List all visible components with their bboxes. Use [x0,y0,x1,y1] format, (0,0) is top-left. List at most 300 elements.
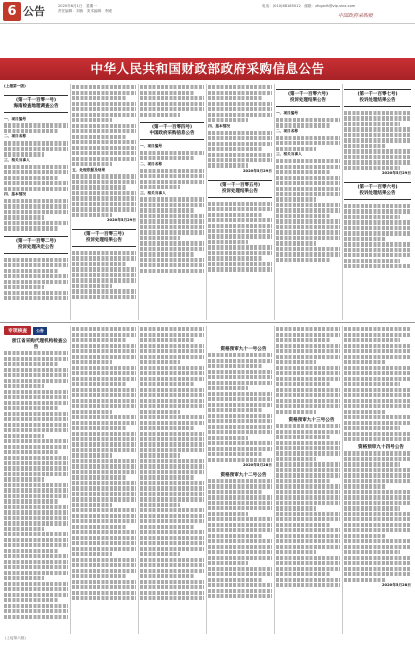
text-line [72,574,126,578]
text-line [140,470,204,474]
notice-title: 投诉处理决定公告 [18,244,54,250]
text-line [344,437,411,441]
text-line [4,373,68,377]
text-line [140,338,194,342]
text-line [276,495,340,499]
text-line [140,258,204,262]
text-line [208,256,262,260]
text-line [344,517,411,521]
text-line [4,351,68,355]
text-line [4,141,68,145]
text-line [344,523,411,527]
text-line [72,191,136,195]
text-line [4,269,58,273]
text-line [344,556,411,560]
text-line [72,497,136,501]
text-line [4,280,68,284]
text-line [344,111,411,115]
text-line [208,495,272,499]
text-line [4,181,68,185]
text-line [72,514,136,518]
text-line [344,377,411,381]
text-line [140,360,180,364]
notice-tag-row [4,326,68,335]
text-line [344,410,386,414]
text-line [276,393,340,397]
text-line [276,344,340,348]
text-line [208,85,272,89]
notice-date: 2020年5月29日 [242,168,272,173]
column-rule [342,84,343,320]
bottom-column-1 [4,326,68,634]
text-line [140,91,194,95]
para-label: 一、项目编号 [276,111,299,115]
text-line [140,453,180,457]
text-line [344,155,411,159]
text-line [344,382,400,386]
text-line [4,368,68,372]
text-line [276,360,316,364]
text-line [140,437,204,441]
text-line [140,580,204,584]
text-line [344,534,386,538]
text-line [276,219,340,223]
text-line [72,355,136,359]
text-line [4,516,68,520]
page-number: 6 [3,2,21,21]
top-column-4 [208,84,272,320]
text-line [208,267,272,271]
text-line [4,357,68,361]
text-line [140,596,204,600]
text-line [276,490,340,494]
text-line [4,401,68,405]
notice-date: 2020年5月28日 [242,462,272,467]
text-line [344,399,411,403]
text-line [276,123,330,127]
text-line [72,91,136,95]
text-line [344,550,400,554]
text-line [344,138,411,142]
top-column-3 [140,84,204,320]
text-line [4,123,68,127]
text-line [4,456,68,460]
text-line [276,583,340,587]
text-line [344,116,411,120]
text-line [4,165,68,169]
text-line [344,204,411,208]
text-line [208,353,272,357]
text-line [140,519,204,523]
text-line [4,199,68,203]
text-line [276,512,340,516]
text-line [72,475,126,479]
notice-number: (第一千一百零二号) [15,238,57,244]
text-line [4,494,68,498]
notice-date: 2020年5月29日 [381,171,411,176]
text-line [72,262,126,266]
text-line [344,360,386,364]
text-line [344,539,411,543]
notice-number: (第一千一百零五号) [219,182,261,188]
text-line [344,237,386,241]
text-line [72,421,136,425]
text-line [140,169,204,173]
text-line [72,492,136,496]
text-line [140,185,180,189]
text-line [140,432,204,436]
text-line [208,224,272,228]
text-line [72,558,136,562]
text-line [208,142,272,146]
notice-header [72,229,136,247]
para-label: 五、处理依据及结果 [72,167,106,172]
text-line [140,96,204,100]
text-line [208,218,272,222]
text-line [208,490,262,494]
text-line [208,561,248,565]
text-line [72,135,126,139]
text-line [140,442,204,446]
text-line [72,273,136,277]
text-line [72,459,136,463]
text-line [4,362,58,366]
notice-header [208,180,272,198]
text-line [208,359,272,363]
text-line [344,253,411,257]
text-line [72,180,136,184]
text-line [72,481,136,485]
text-line [140,151,204,155]
text-line [344,133,411,137]
text-line [276,567,340,571]
para-label: 三、相关当事人 [276,152,302,157]
text-line [4,296,68,300]
text-line [4,258,68,262]
text-line [208,567,272,571]
text-line [140,263,204,267]
text-line [72,102,136,106]
text-line [72,267,136,271]
text-line [276,258,330,262]
text-line [276,550,316,554]
text-line [72,185,126,189]
text-line [208,556,272,560]
text-line [4,291,68,295]
text-line [344,215,400,219]
text-line [208,501,272,505]
text-line [276,484,340,488]
text-line [208,386,248,390]
text-line [4,499,58,503]
top-column-6 [344,84,411,320]
column-rule [138,326,139,634]
text-line [276,556,340,560]
text-line [276,236,340,240]
para-label: 二、项目名称 [4,134,27,139]
text-line [140,393,204,397]
text-line [208,113,272,117]
text-line [72,388,136,392]
text-line [140,410,180,414]
text-line [72,360,112,364]
text-line [276,371,340,375]
text-line [72,399,136,403]
notice-number: (第一千一百零六号) [287,92,329,97]
text-line [276,404,340,408]
text-line [140,388,204,392]
text-line [72,503,112,507]
text-line [72,525,126,529]
text-line [140,536,204,540]
text-line [344,371,411,375]
text-line [72,536,136,540]
text-line [140,85,204,89]
text-line [72,344,136,348]
notice-header [344,182,411,200]
text-line [4,379,68,383]
text-line [4,423,68,427]
text-line [344,242,411,246]
text-line [72,415,136,419]
text-line [344,366,411,370]
text-line [4,461,68,465]
text-line [140,475,194,479]
text-line [208,202,272,206]
masthead-meta [58,4,168,14]
text-line [140,230,204,234]
bottom-headline: 浙江省采购代理机构检查公告 [11,339,68,350]
text-line [4,598,58,602]
text-line [276,225,340,229]
text-line [276,214,330,218]
text-line [4,532,68,536]
text-line [276,441,340,445]
para-label: 一、项目编号 [140,143,163,148]
text-line [344,473,411,477]
text-line [208,207,272,211]
text-line [208,594,272,598]
para-label: 四、基本情况 [208,123,231,128]
text-line [140,269,204,273]
column-rule [274,84,275,320]
text-line [4,445,68,449]
text-line [208,158,272,162]
text-line [208,517,272,521]
text-line [72,157,136,161]
text-line [72,333,136,337]
column-rule [70,326,71,634]
top-column-1 [4,84,68,320]
text-line [344,160,411,164]
text-line [140,503,180,507]
text-line [72,404,136,408]
newspaper-logo: 中国政府采购报 [338,13,374,19]
text-line [276,230,340,234]
text-line [72,140,136,144]
text-line [344,404,411,408]
notice-title: 投诉处理结果公告 [359,190,396,196]
text-line [140,497,204,501]
text-line [276,355,340,359]
text-line [344,327,411,331]
text-line [4,450,58,454]
text-line [4,129,58,133]
text-line [208,419,272,423]
text-line [72,96,126,100]
text-line [140,448,204,452]
text-line [140,156,194,160]
text-line [276,165,340,169]
text-line [4,565,68,569]
text-line [344,264,411,268]
text-line [4,428,68,432]
text-line [4,221,68,225]
text-line [72,338,126,342]
text-line [72,146,136,150]
text-line [208,163,248,167]
text-line [276,388,340,392]
text-line [140,399,204,403]
text-line [208,506,272,510]
text-line [72,251,136,255]
text-line [72,289,136,293]
text-line [4,604,68,608]
text-line [72,486,136,490]
text-line [344,415,411,419]
column-rule [70,84,71,320]
text-line [72,382,126,386]
text-line [276,203,340,207]
text-line [344,484,386,488]
text-line [208,523,272,527]
text-line [208,381,272,385]
text-line [4,527,44,531]
notice-number: (第一千一百零四号) [151,124,193,130]
text-line [4,263,68,267]
text-line [276,457,316,461]
text-line [344,122,400,126]
text-line [140,382,194,386]
text-line [4,571,68,575]
text-line [140,585,204,589]
text-line [4,576,44,580]
text-line [276,327,340,331]
text-line [140,541,204,545]
text-line [4,147,68,151]
text-line [276,561,340,565]
text-line [208,441,272,445]
text-line [344,248,411,252]
notice-number: (第一千一百零一号) [15,97,57,103]
text-line [208,583,272,587]
notice-date: 2020年5月29日 [106,218,136,223]
text-line [276,252,340,256]
text-line [276,528,340,532]
text-line [276,208,340,212]
para-label: 一、项目编号 [4,116,27,121]
text-line [140,174,204,178]
text-line [4,609,68,613]
text-line [140,236,180,240]
column-rule [274,326,275,634]
text-line [72,162,112,166]
text-line [72,410,112,414]
text-line [344,144,386,148]
intro-line: (上接第一版) [4,84,26,88]
text-line [4,543,68,547]
notice-number: (第一千一百零六号) [357,184,398,190]
text-line [72,196,136,200]
text-line [4,187,68,191]
text-line [344,166,400,170]
text-line [140,208,194,212]
notice-title: 投诉处理结果公告 [359,98,396,103]
text-line [276,410,316,414]
text-line [72,580,136,584]
section-title: 资格预审九十三号公告 [288,417,335,423]
text-line [4,472,68,476]
text-line [344,501,411,505]
text-line [276,468,340,472]
text-line [4,274,68,278]
text-line [72,508,136,512]
text-line [208,234,272,238]
text-line [4,412,68,416]
text-line [4,615,68,619]
text-line [140,508,204,512]
text-line [140,355,204,359]
text-line [208,251,272,255]
text-line [72,366,136,370]
text-line [72,437,136,441]
notice-header [4,236,68,254]
text-line [208,430,272,434]
text-line [208,107,272,111]
editor-credit: 责任编辑：刘蓉 美术编辑：李媛 [58,9,112,13]
text-line [72,591,136,595]
para-label: 四、基本情况 [4,192,27,197]
text-line [140,333,204,337]
text-line [4,466,68,470]
text-line [140,113,180,117]
text-line [72,85,136,89]
text-line [276,181,340,185]
text-line [208,589,272,593]
text-line [140,219,204,223]
text-line [276,451,340,455]
text-line [140,492,204,496]
text-line [72,541,136,545]
text-line [72,547,136,551]
text-line [4,417,68,421]
text-line [72,349,136,353]
text-line [72,569,136,573]
text-line [276,192,340,196]
text-line [4,477,44,481]
text-line [4,384,44,388]
text-line [4,152,44,156]
text-line [140,344,204,348]
text-line [208,364,262,368]
text-line [208,91,272,95]
text-line [344,393,411,397]
text-line [4,390,68,394]
text-line [276,506,316,510]
notice-header [140,122,204,140]
text-line [4,538,68,542]
text-line [140,366,204,370]
